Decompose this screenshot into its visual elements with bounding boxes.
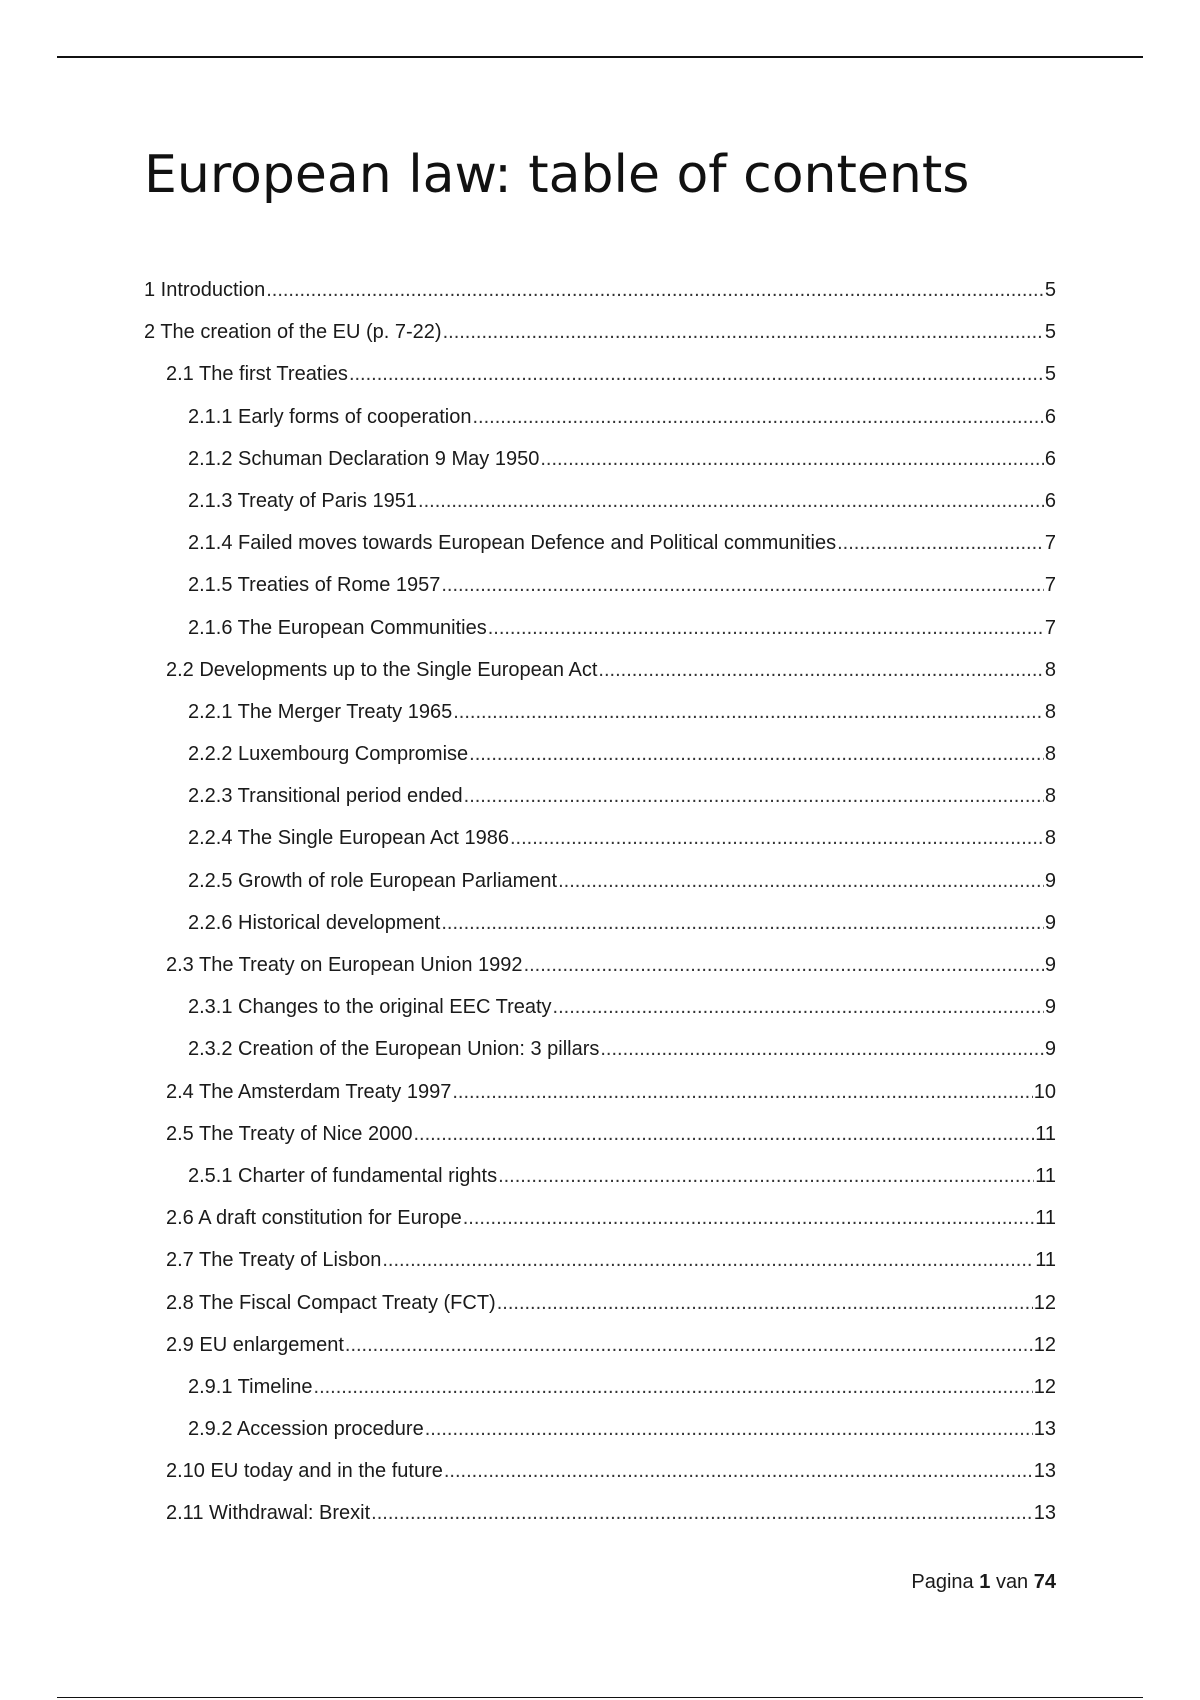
toc-entry-label: 2.2.2 Luxembourg Compromise xyxy=(188,743,469,766)
toc-entry[interactable] xyxy=(144,522,1056,564)
toc-entry-page: 6 xyxy=(1044,489,1056,512)
toc-entry[interactable] xyxy=(144,733,1056,775)
toc-entry-page: 9 xyxy=(1044,954,1056,976)
toc-entry-label: 2.2.4 The Single European Act 1986 xyxy=(188,827,509,850)
toc-entry-label: 2.2.1 The Merger Treaty 1965 xyxy=(188,700,453,723)
toc-entry-page: 12 xyxy=(1033,1375,1056,1398)
toc-leader xyxy=(598,649,1043,691)
footer-prefix: Pagina xyxy=(911,1571,974,1593)
toc-entry-label: 2.11 Withdrawal: Brexit xyxy=(166,1502,371,1525)
toc-leader xyxy=(444,1450,1033,1492)
toc-entry[interactable] xyxy=(144,691,1056,733)
toc-entry-page: 11 xyxy=(1035,1122,1056,1145)
toc-entry-page: 10 xyxy=(1033,1080,1056,1103)
toc-entry[interactable] xyxy=(144,775,1056,817)
toc-entry-label: 2.3.1 Changes to the original EEC Treaty xyxy=(188,996,552,1019)
toc-entry-label: 2.2.3 Transitional period ended xyxy=(188,785,463,808)
toc-entry[interactable] xyxy=(144,396,1056,438)
toc-entry-label: 2.3 The Treaty on European Union 1992 xyxy=(166,954,523,976)
toc-entry[interactable] xyxy=(144,902,1056,944)
toc-entry-page: 8 xyxy=(1044,785,1056,808)
toc-entry[interactable] xyxy=(144,269,1056,311)
toc-entry-label: 2.9.2 Accession procedure xyxy=(188,1418,424,1441)
toc-entry-page: 9 xyxy=(1044,1038,1056,1061)
toc-entry[interactable] xyxy=(144,817,1056,859)
toc-entry-label: 2.1.1 Early forms of cooperation xyxy=(188,405,472,428)
toc-entry[interactable] xyxy=(144,607,1056,649)
toc-entry[interactable] xyxy=(144,1366,1056,1408)
toc-leader xyxy=(418,480,1044,522)
toc-leader xyxy=(443,311,1044,353)
toc-entry-page: 11 xyxy=(1035,1249,1056,1272)
toc-entry-page: 8 xyxy=(1044,700,1056,723)
toc-entry-label: 2.1.4 Failed moves towards European Defence and Political communities xyxy=(188,532,837,555)
toc-entry[interactable] xyxy=(144,1197,1056,1239)
table-of-contents xyxy=(144,269,1056,1535)
toc-entry-page: 5 xyxy=(1044,321,1056,344)
toc-leader xyxy=(600,1028,1044,1070)
toc-entry-label: 2.1 The first Treaties xyxy=(166,363,348,386)
toc-entry-page: 13 xyxy=(1033,1460,1056,1483)
toc-entry-page: 7 xyxy=(1044,616,1056,639)
toc-leader xyxy=(553,986,1044,1028)
toc-leader xyxy=(488,607,1044,649)
toc-entry-page: 6 xyxy=(1044,405,1056,428)
toc-leader xyxy=(510,817,1044,859)
toc-leader xyxy=(371,1492,1033,1534)
toc-entry-label: 2.8 The Fiscal Compact Treaty (FCT) xyxy=(166,1291,496,1314)
toc-entry-label: 2.1.3 Treaty of Paris 1951 xyxy=(188,489,418,512)
toc-entry[interactable] xyxy=(144,1113,1056,1155)
toc-leader xyxy=(463,1197,1034,1239)
toc-entry-page: 13 xyxy=(1033,1502,1056,1525)
toc-entry[interactable] xyxy=(144,1155,1056,1197)
toc-entry[interactable] xyxy=(144,564,1056,606)
toc-entry-label: 2.4 The Amsterdam Treaty 1997 xyxy=(166,1080,452,1103)
toc-entry-label: 2.6 A draft constitution for Europe xyxy=(166,1207,462,1230)
toc-leader xyxy=(425,1408,1033,1450)
toc-entry[interactable] xyxy=(144,1282,1056,1324)
toc-entry-label: 2 The creation of the EU (p. 7-22) xyxy=(144,321,442,344)
toc-entry-page: 9 xyxy=(1044,911,1056,934)
toc-entry-label: 1 Introduction xyxy=(144,279,266,301)
toc-leader xyxy=(472,396,1043,438)
toc-entry-page: 12 xyxy=(1033,1333,1056,1356)
toc-leader xyxy=(266,269,1044,311)
toc-entry-page: 6 xyxy=(1044,447,1056,470)
toc-entry-label: 2.2.6 Historical development xyxy=(188,911,441,934)
toc-leader xyxy=(314,1366,1033,1408)
toc-entry-label: 2.7 The Treaty of Lisbon xyxy=(166,1249,382,1272)
toc-entry[interactable] xyxy=(144,986,1056,1028)
toc-entry-label: 2.9 EU enlargement xyxy=(166,1333,344,1356)
footer-current-page: 1 xyxy=(979,1571,991,1593)
page-footer xyxy=(911,1568,1056,1596)
toc-entry-page: 9 xyxy=(1044,869,1056,892)
toc-leader xyxy=(453,691,1044,733)
toc-entry[interactable] xyxy=(144,1071,1056,1113)
toc-entry[interactable] xyxy=(144,1028,1056,1070)
toc-leader xyxy=(558,860,1044,902)
toc-leader xyxy=(498,1155,1034,1197)
header-rule xyxy=(57,56,1143,58)
toc-entry-page: 5 xyxy=(1044,363,1056,386)
footer-middle: van xyxy=(995,1571,1029,1593)
toc-leader xyxy=(349,353,1044,395)
toc-leader xyxy=(464,775,1044,817)
toc-entry-page: 9 xyxy=(1044,996,1056,1019)
toc-entry[interactable] xyxy=(144,1450,1056,1492)
toc-entry-label: 2.1.6 The European Communities xyxy=(188,616,487,639)
toc-leader xyxy=(345,1324,1033,1366)
document-title: European law: table of contents xyxy=(144,145,970,205)
toc-leader xyxy=(413,1113,1034,1155)
toc-entry[interactable] xyxy=(144,480,1056,522)
toc-entry-page: 8 xyxy=(1044,743,1056,766)
toc-leader xyxy=(441,902,1044,944)
toc-entry[interactable] xyxy=(144,1408,1056,1450)
toc-entry[interactable] xyxy=(144,353,1056,395)
toc-entry[interactable] xyxy=(144,311,1056,353)
toc-entry[interactable] xyxy=(144,944,1056,986)
toc-leader xyxy=(497,1282,1033,1324)
toc-entry-page: 8 xyxy=(1044,827,1056,850)
toc-leader xyxy=(540,438,1044,480)
toc-entry-label: 2.5 The Treaty of Nice 2000 xyxy=(166,1122,413,1145)
toc-entry[interactable] xyxy=(144,1239,1056,1281)
toc-entry-label: 2.1.2 Schuman Declaration 9 May 1950 xyxy=(188,447,540,470)
toc-entry-label: 2.5.1 Charter of fundamental rights xyxy=(188,1164,498,1187)
toc-entry-page: 5 xyxy=(1044,279,1056,301)
toc-entry[interactable] xyxy=(144,438,1056,480)
footer-total-pages: 74 xyxy=(1033,1571,1056,1593)
toc-entry-page: 11 xyxy=(1035,1164,1056,1187)
footer-rule xyxy=(57,1697,1143,1698)
toc-entry-label: 2.9.1 Timeline xyxy=(188,1375,313,1398)
toc-entry-label: 2.3.2 Creation of the European Union: 3 pillars xyxy=(188,1038,600,1061)
toc-entry-label: 2.2 Developments up to the Single European Act xyxy=(166,658,598,681)
toc-entry-page: 13 xyxy=(1033,1418,1056,1441)
toc-entry-label: 2.10 EU today and in the future xyxy=(166,1460,443,1483)
toc-leader xyxy=(452,1071,1032,1113)
toc-entry[interactable] xyxy=(144,860,1056,902)
toc-entry-label: 2.1.5 Treaties of Rome 1957 xyxy=(188,574,441,597)
toc-entry-page: 11 xyxy=(1035,1207,1056,1230)
toc-entry[interactable] xyxy=(144,1492,1056,1534)
toc-entry-page: 12 xyxy=(1033,1291,1056,1314)
toc-entry-label: 2.2.5 Growth of role European Parliament xyxy=(188,869,558,892)
toc-entry-page: 7 xyxy=(1044,532,1056,555)
toc-entry[interactable] xyxy=(144,649,1056,691)
toc-leader xyxy=(524,944,1044,986)
toc-entry[interactable] xyxy=(144,1324,1056,1366)
toc-leader xyxy=(469,733,1044,775)
toc-entry-page: 8 xyxy=(1044,658,1056,681)
toc-leader xyxy=(382,1239,1034,1281)
toc-entry-page: 7 xyxy=(1044,574,1056,597)
toc-leader xyxy=(441,564,1044,606)
toc-leader xyxy=(837,522,1044,564)
